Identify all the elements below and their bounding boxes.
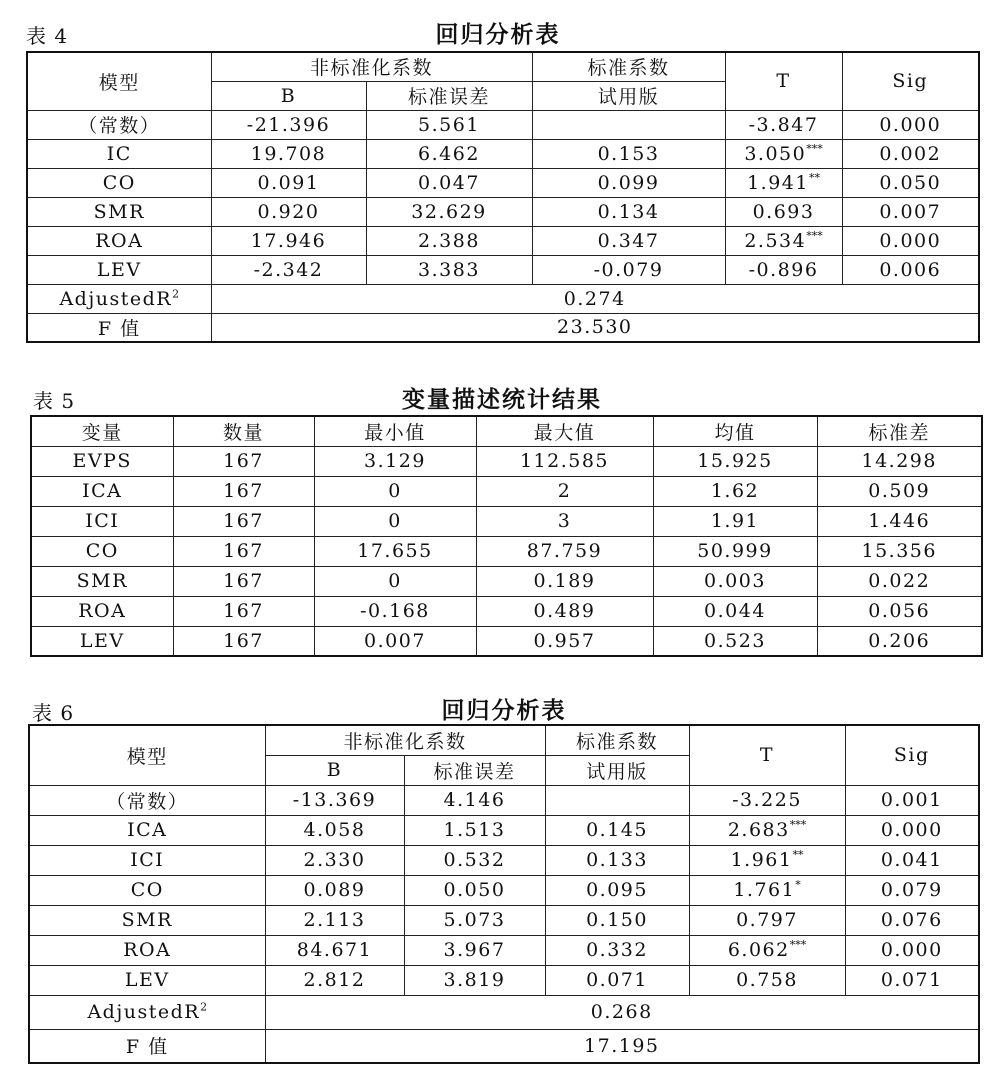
cell-mean: 15.925 xyxy=(653,446,817,476)
cell-sig: 0.002 xyxy=(842,139,979,168)
cell-t xyxy=(725,226,842,255)
table5-title: 变量描述统计结果 xyxy=(402,387,602,413)
table-row xyxy=(29,785,979,815)
cell-std: 14.298 xyxy=(817,446,982,476)
cell-std: 0.509 xyxy=(817,476,982,506)
cell-variable: LEV xyxy=(27,255,211,284)
header-max: 最大值 xyxy=(476,416,653,446)
cell-count: 167 xyxy=(173,566,314,596)
significance-stars: *** xyxy=(806,229,823,243)
adjusted-r-text: AdjustedR xyxy=(59,287,173,310)
cell-t xyxy=(689,785,845,815)
cell-sig: 0.076 xyxy=(845,905,979,935)
cell-b: 2.330 xyxy=(265,845,404,875)
table4-title: 回归分析表 xyxy=(435,22,561,48)
table-row xyxy=(31,476,982,506)
table-row xyxy=(31,536,982,566)
t-value: -3.225 xyxy=(732,789,802,811)
adjusted-r2-label xyxy=(27,284,211,313)
cell-variable: EVPS xyxy=(31,446,173,476)
cell-b: -2.342 xyxy=(211,255,366,284)
table-row xyxy=(31,566,982,596)
table-row xyxy=(27,255,979,284)
cell-sig: 0.071 xyxy=(845,965,979,995)
cell-min: 0 xyxy=(314,566,476,596)
cell-se: 2.388 xyxy=(366,226,532,255)
adjusted-r2-row xyxy=(29,995,979,1029)
cell-variable: ICI xyxy=(31,506,173,536)
table6-title: 回归分析表 xyxy=(441,698,567,724)
table6 xyxy=(28,724,980,1064)
t-value: 0.797 xyxy=(736,909,798,931)
table4-header-model: 模型 xyxy=(27,52,211,110)
cell-b: 17.946 xyxy=(211,226,366,255)
table6-caption: 表 6 xyxy=(32,701,75,725)
cell-max: 3 xyxy=(476,506,653,536)
cell-se: 32.629 xyxy=(366,197,532,226)
cell-variable: ROA xyxy=(27,226,211,255)
table-row xyxy=(29,845,979,875)
cell-t xyxy=(689,845,845,875)
cell-beta: 0.150 xyxy=(545,905,689,935)
cell-variable: SMR xyxy=(27,197,211,226)
cell-std: 0.056 xyxy=(817,596,982,626)
cell-beta: 0.134 xyxy=(532,197,725,226)
table5-body xyxy=(31,416,982,656)
f-value-label: F 值 xyxy=(29,1029,265,1063)
cell-mean: 1.62 xyxy=(653,476,817,506)
cell-std: 1.446 xyxy=(817,506,982,536)
table6-header-sig: Sig xyxy=(845,725,979,785)
cell-t xyxy=(725,110,842,139)
header-mean: 均值 xyxy=(653,416,817,446)
t-value: 1.941 xyxy=(747,171,809,194)
cell-t xyxy=(689,965,845,995)
significance-stars: ** xyxy=(792,848,804,862)
cell-b: 2.812 xyxy=(265,965,404,995)
table4-body xyxy=(27,52,979,342)
significance-stars: *** xyxy=(789,818,807,832)
table-row xyxy=(31,446,982,476)
cell-beta: -0.079 xyxy=(532,255,725,284)
header-min: 最小值 xyxy=(314,416,476,446)
table-row xyxy=(29,905,979,935)
table5-caption: 表 5 xyxy=(33,389,76,413)
t-value: 6.062 xyxy=(727,939,790,961)
superscript-2: 2 xyxy=(200,1000,208,1014)
cell-variable: CO xyxy=(31,536,173,566)
cell-std: 0.022 xyxy=(817,566,982,596)
header-count: 数量 xyxy=(173,416,314,446)
cell-variable: ICA xyxy=(29,815,265,845)
cell-min: -0.168 xyxy=(314,596,476,626)
cell-se: 0.532 xyxy=(404,845,545,875)
cell-variable: CO xyxy=(27,168,211,197)
table4-header-b: B xyxy=(211,81,366,110)
cell-sig: 0.079 xyxy=(845,875,979,905)
cell-mean: 1.91 xyxy=(653,506,817,536)
cell-count: 167 xyxy=(173,446,314,476)
cell-count: 167 xyxy=(173,596,314,626)
f-value-label: F 值 xyxy=(27,313,211,342)
table6-header-se: 标准误差 xyxy=(404,755,545,785)
cell-variable: ROA xyxy=(31,596,173,626)
cell-b: -13.369 xyxy=(265,785,404,815)
cell-se: 5.073 xyxy=(404,905,545,935)
t-value: 1.761 xyxy=(733,879,796,901)
cell-t xyxy=(725,255,842,284)
adjusted-r2-value: 0.268 xyxy=(265,995,979,1029)
f-value: 23.530 xyxy=(211,313,979,342)
cell-variable: ICA xyxy=(31,476,173,506)
table4 xyxy=(26,51,980,343)
t-value: 0.758 xyxy=(736,969,798,991)
cell-min: 0 xyxy=(314,476,476,506)
cell-max: 112.585 xyxy=(476,446,653,476)
cell-variable: （常数） xyxy=(27,110,211,139)
cell-max: 2 xyxy=(476,476,653,506)
t-value: 2.683 xyxy=(727,819,790,841)
table-row xyxy=(31,596,982,626)
table6-header-model: 模型 xyxy=(29,725,265,785)
cell-mean: 0.523 xyxy=(653,626,817,656)
table-row xyxy=(29,875,979,905)
adjusted-r-text: AdjustedR xyxy=(87,1001,201,1023)
table6-header-std: 标准系数 xyxy=(545,725,689,755)
cell-beta xyxy=(532,110,725,139)
cell-sig: 0.041 xyxy=(845,845,979,875)
table6-header-unstd: 非标准化系数 xyxy=(265,725,545,755)
cell-b: 0.091 xyxy=(211,168,366,197)
table6-header-b: B xyxy=(265,755,404,785)
table-row xyxy=(27,139,979,168)
cell-beta: 0.145 xyxy=(545,815,689,845)
table-row xyxy=(29,965,979,995)
cell-beta: 0.133 xyxy=(545,845,689,875)
table4-header-trial: 试用版 xyxy=(532,81,725,110)
cell-count: 167 xyxy=(173,506,314,536)
cell-mean: 0.044 xyxy=(653,596,817,626)
table6-body xyxy=(29,725,979,1063)
cell-variable: IC xyxy=(27,139,211,168)
cell-variable: SMR xyxy=(31,566,173,596)
cell-t xyxy=(725,139,842,168)
cell-b: 19.708 xyxy=(211,139,366,168)
table5 xyxy=(30,415,983,657)
table4-header-se: 标准误差 xyxy=(366,81,532,110)
cell-max: 0.489 xyxy=(476,596,653,626)
significance-stars: ** xyxy=(808,171,820,185)
table-row xyxy=(29,935,979,965)
cell-count: 167 xyxy=(173,626,314,656)
cell-beta xyxy=(545,785,689,815)
table-row xyxy=(27,226,979,255)
cell-se: 0.047 xyxy=(366,168,532,197)
cell-sig: 0.050 xyxy=(842,168,979,197)
cell-min: 0.007 xyxy=(314,626,476,656)
f-value: 17.195 xyxy=(265,1029,979,1063)
cell-max: 87.759 xyxy=(476,536,653,566)
cell-b: -21.396 xyxy=(211,110,366,139)
cell-b: 0.920 xyxy=(211,197,366,226)
cell-beta: 0.332 xyxy=(545,935,689,965)
cell-se: 6.462 xyxy=(366,139,532,168)
table-row xyxy=(31,506,982,536)
cell-std: 0.206 xyxy=(817,626,982,656)
cell-t xyxy=(689,875,845,905)
t-value: 3.050 xyxy=(744,142,807,165)
cell-sig: 0.000 xyxy=(842,226,979,255)
cell-b: 0.089 xyxy=(265,875,404,905)
cell-b: 2.113 xyxy=(265,905,404,935)
table4-header-sig: Sig xyxy=(842,52,979,110)
t-value: 0.693 xyxy=(752,200,815,223)
cell-se: 3.819 xyxy=(404,965,545,995)
cell-sig: 0.000 xyxy=(845,935,979,965)
table6-header-trial: 试用版 xyxy=(545,755,689,785)
cell-variable: ROA xyxy=(29,935,265,965)
table6-header-t: T xyxy=(689,725,845,785)
cell-max: 0.189 xyxy=(476,566,653,596)
table4-header-unstd: 非标准化系数 xyxy=(211,52,532,81)
table4-caption: 表 4 xyxy=(26,24,69,48)
cell-beta: 0.095 xyxy=(545,875,689,905)
t-value: 1.961 xyxy=(730,849,793,871)
cell-beta: 0.153 xyxy=(532,139,725,168)
cell-beta: 0.099 xyxy=(532,168,725,197)
cell-se: 0.050 xyxy=(404,875,545,905)
cell-max: 0.957 xyxy=(476,626,653,656)
header-variable: 变量 xyxy=(31,416,173,446)
adjusted-r2-row xyxy=(27,284,979,313)
cell-beta: 0.347 xyxy=(532,226,725,255)
cell-sig: 0.000 xyxy=(845,815,979,845)
cell-variable: ICI xyxy=(29,845,265,875)
cell-t xyxy=(689,815,845,845)
t-value: -0.896 xyxy=(748,258,819,281)
cell-sig: 0.001 xyxy=(845,785,979,815)
significance-stars: *** xyxy=(806,142,823,156)
cell-t xyxy=(725,197,842,226)
cell-t xyxy=(725,168,842,197)
cell-mean: 0.003 xyxy=(653,566,817,596)
cell-b: 84.671 xyxy=(265,935,404,965)
cell-variable: CO xyxy=(29,875,265,905)
cell-t xyxy=(689,935,845,965)
header-std: 标准差 xyxy=(817,416,982,446)
cell-std: 15.356 xyxy=(817,536,982,566)
cell-variable: SMR xyxy=(29,905,265,935)
t-value: -3.847 xyxy=(748,113,819,136)
cell-se: 3.383 xyxy=(366,255,532,284)
cell-b: 4.058 xyxy=(265,815,404,845)
significance-stars: *** xyxy=(789,938,807,952)
cell-count: 167 xyxy=(173,476,314,506)
cell-sig: 0.007 xyxy=(842,197,979,226)
table-row xyxy=(27,110,979,139)
table4-header-t: T xyxy=(725,52,842,110)
cell-min: 17.655 xyxy=(314,536,476,566)
table-row xyxy=(27,168,979,197)
cell-min: 0 xyxy=(314,506,476,536)
table-row xyxy=(31,626,982,656)
superscript-2: 2 xyxy=(172,287,180,301)
adjusted-r2-label xyxy=(29,995,265,1029)
cell-se: 1.513 xyxy=(404,815,545,845)
cell-se: 3.967 xyxy=(404,935,545,965)
cell-variable: LEV xyxy=(31,626,173,656)
cell-variable: LEV xyxy=(29,965,265,995)
table-row xyxy=(27,197,979,226)
cell-se: 4.146 xyxy=(404,785,545,815)
t-value: 2.534 xyxy=(744,229,807,252)
cell-sig: 0.000 xyxy=(842,110,979,139)
table-row xyxy=(29,815,979,845)
cell-count: 167 xyxy=(173,536,314,566)
cell-mean: 50.999 xyxy=(653,536,817,566)
cell-beta: 0.071 xyxy=(545,965,689,995)
cell-t xyxy=(689,905,845,935)
table4-header-std: 标准系数 xyxy=(532,52,725,81)
f-value-row xyxy=(27,313,979,342)
cell-se: 5.561 xyxy=(366,110,532,139)
table5-header-row xyxy=(31,416,982,446)
adjusted-r2-value: 0.274 xyxy=(211,284,979,313)
cell-sig: 0.006 xyxy=(842,255,979,284)
cell-variable: （常数） xyxy=(29,785,265,815)
cell-min: 3.129 xyxy=(314,446,476,476)
significance-stars: * xyxy=(795,878,801,892)
f-value-row xyxy=(29,1029,979,1063)
